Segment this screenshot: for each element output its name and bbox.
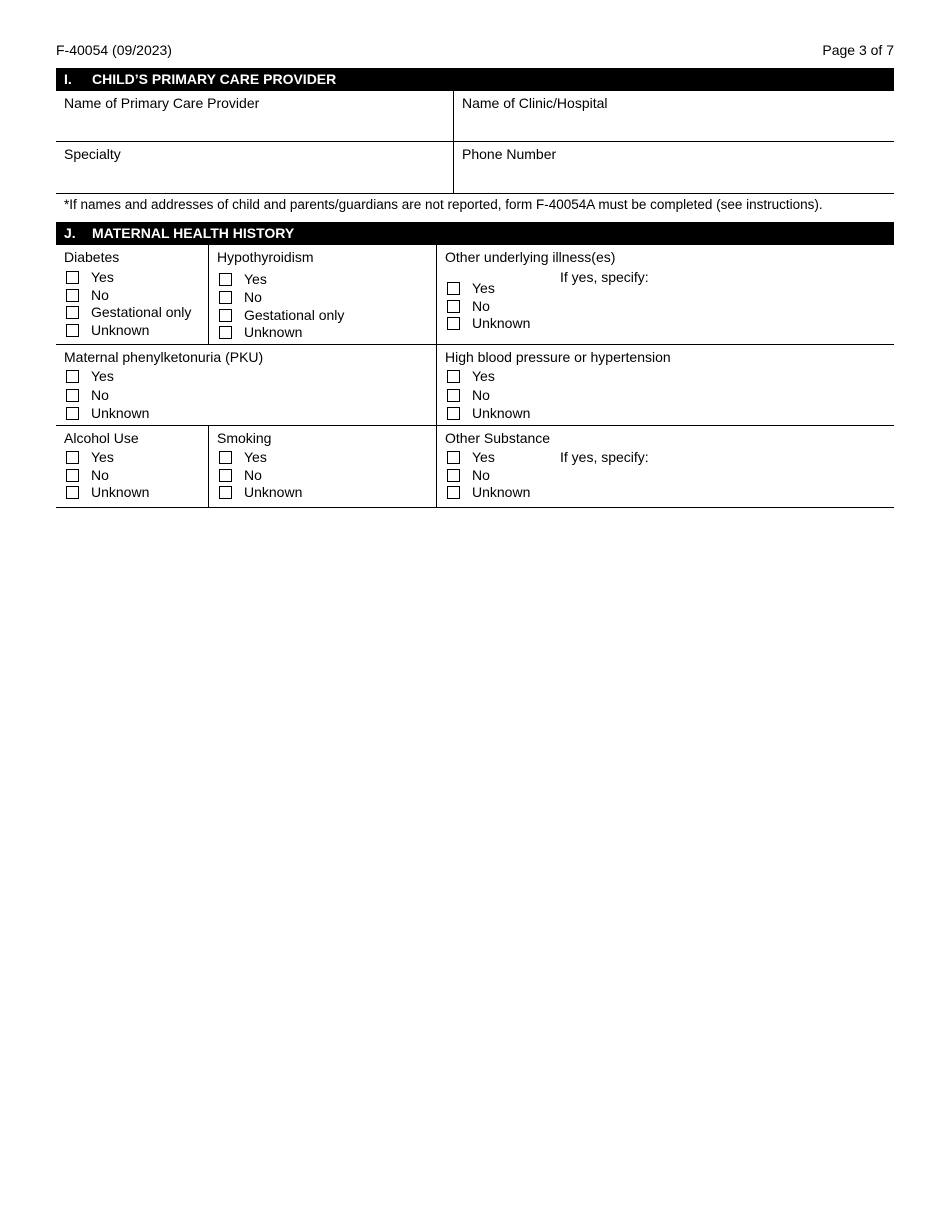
other-substance-group: Other Substance If yes, specify: Yes No Unknown [437, 426, 894, 508]
checkbox[interactable] [447, 451, 460, 464]
other-substance-specify-label: If yes, specify: [560, 449, 649, 465]
section-i-title: CHILD’S PRIMARY CARE PROVIDER [92, 71, 337, 87]
checkbox[interactable] [447, 469, 460, 482]
specialty-field[interactable] [56, 142, 454, 194]
provider-name-field[interactable] [56, 91, 454, 142]
checkbox[interactable] [66, 306, 79, 319]
checkbox[interactable] [66, 407, 79, 420]
checkbox[interactable] [219, 451, 232, 464]
alcohol-label: Alcohol Use [64, 430, 139, 446]
pku-label: Maternal phenylketonuria (PKU) [64, 349, 264, 365]
provider-name-label: Name of Primary Care Provider [64, 95, 260, 111]
page-header [56, 42, 894, 60]
pku-group: Maternal phenylketonuria (PKU) Yes No Unknown [56, 345, 437, 426]
checkbox[interactable] [66, 451, 79, 464]
checkbox[interactable] [447, 486, 460, 499]
section-j-header [56, 222, 894, 245]
checkbox[interactable] [66, 389, 79, 402]
checkbox[interactable] [447, 282, 460, 295]
checkbox[interactable] [219, 486, 232, 499]
page-number: Page 3 of 7 [822, 42, 894, 58]
other-illness-group: Other underlying illness(es) If yes, specify: Yes No Unknown [437, 245, 894, 345]
checkbox[interactable] [66, 289, 79, 302]
specialty-label: Specialty [64, 146, 121, 162]
checkbox[interactable] [66, 370, 79, 383]
clinic-name-field[interactable] [454, 91, 894, 142]
other-illness-specify-label: If yes, specify: [560, 269, 649, 285]
diabetes-label: Diabetes [64, 249, 120, 265]
checkbox[interactable] [447, 300, 460, 313]
hypertension-group: High blood pressure or hypertension Yes No Unknown [437, 345, 894, 426]
checkbox[interactable] [66, 324, 79, 337]
checkbox[interactable] [447, 370, 460, 383]
checkbox[interactable] [447, 389, 460, 402]
checkbox[interactable] [219, 469, 232, 482]
section-i-header [56, 68, 894, 91]
smoking-label: Smoking [217, 430, 272, 446]
checkbox[interactable] [66, 486, 79, 499]
checkbox[interactable] [447, 407, 460, 420]
section-i-letter: I. [64, 71, 72, 87]
other-substance-label: Other Substance [445, 430, 551, 446]
checkbox[interactable] [219, 309, 232, 322]
reporting-note-text: *If names and addresses of child and parents/guardians are not reported, form F-40054A must be completed (see instructions). [64, 197, 823, 212]
checkbox[interactable] [66, 469, 79, 482]
section-j-letter: J. [64, 225, 76, 241]
diabetes-group: Diabetes Yes No Gestational only Unknown [56, 245, 209, 345]
hypothyroidism-group: Hypothyroidism Yes No Gestational only Unknown [209, 245, 437, 345]
clinic-name-label: Name of Clinic/Hospital [462, 95, 608, 111]
checkbox[interactable] [66, 271, 79, 284]
hypothyroidism-label: Hypothyroidism [217, 249, 314, 265]
form-number: F-40054 (09/2023) [56, 42, 172, 58]
section-j-title: MATERNAL HEALTH HISTORY [92, 225, 295, 241]
checkbox[interactable] [219, 326, 232, 339]
checkbox[interactable] [219, 273, 232, 286]
phone-number-field[interactable] [454, 142, 894, 194]
checkbox[interactable] [447, 317, 460, 330]
phone-number-label: Phone Number [462, 146, 557, 162]
other-illness-label: Other underlying illness(es) [445, 249, 616, 265]
checkbox[interactable] [219, 291, 232, 304]
smoking-group: Smoking Yes No Unknown [209, 426, 437, 508]
alcohol-group: Alcohol Use Yes No Unknown [56, 426, 209, 508]
hypertension-label: High blood pressure or hypertension [445, 349, 671, 365]
reporting-note [56, 194, 894, 222]
